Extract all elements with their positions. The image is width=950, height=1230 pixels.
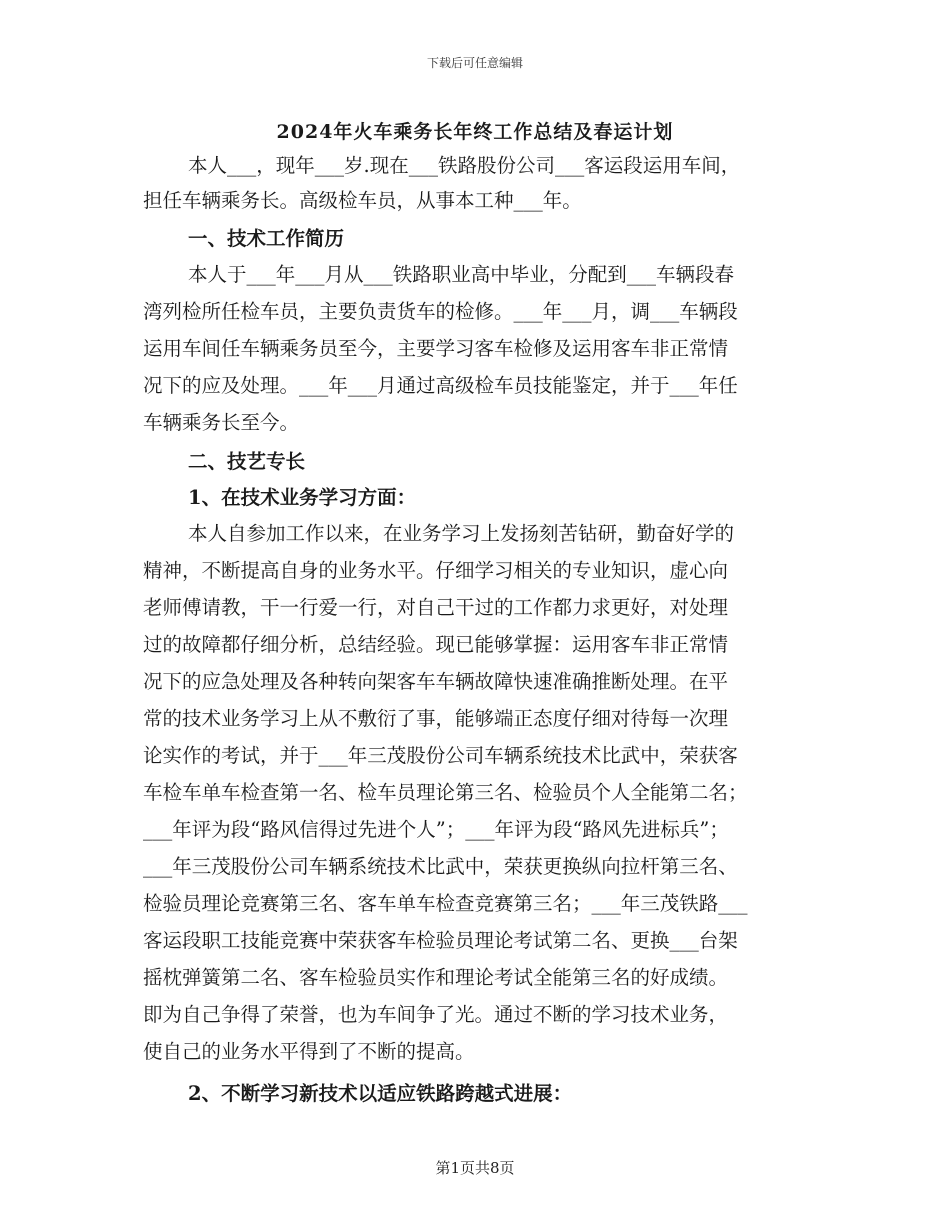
- subsection-heading: 2、不断学习新技术以适应铁路跨越式进展：: [188, 1082, 573, 1105]
- page-number-footer: 第1页共8页: [435, 1159, 515, 1177]
- paragraph-line: 即为自己争得了荣誉，也为车间争了光。通过不断的学习技术业务，: [143, 1003, 729, 1026]
- section-heading: 二、技艺专长: [188, 450, 306, 473]
- paragraph-line: 客运段职工技能竞赛中荣获客车检验员理论考试第二名、更换___台架: [143, 929, 738, 952]
- paragraph-line: 检验员理论竞赛第三名、客车单车检查竞赛第三名；___年三茂铁路___: [143, 892, 748, 915]
- header-note: 下载后可任意编辑: [426, 56, 523, 70]
- paragraph-line: 老师傅请教，干一行爱一行，对自己干过的工作都力求更好，对处理: [143, 596, 729, 619]
- paragraph-line: 摇枕弹簧第二名、客车检验员实作和理论考试全能第三名的好成绩。: [143, 966, 729, 989]
- paragraph-line: 况下的应及处理。___年___月通过高级检车员技能鉴定，并于___年任: [143, 374, 738, 397]
- paragraph-line: ___年评为段“路风信得过先进个人”；___年评为段“路风先进标兵”；: [143, 818, 729, 841]
- paragraph-line: 本人于___年___月从___铁路职业高中毕业，分配到___车辆段春: [188, 263, 735, 286]
- paragraph-line: 车辆乘务长至今。: [143, 411, 300, 434]
- paragraph-line: 车检车单车检查第一名、检车员理论第三名、检验员个人全能第二名；: [143, 781, 748, 804]
- paragraph-line: 担任车辆乘务长。高级检车员，从事本工种___年。: [143, 189, 582, 212]
- paragraph-line: 常的技术业务学习上从不敷衍了事，能够端正态度仔细对待每一次理: [143, 707, 729, 730]
- paragraph-line: ___年三茂股份公司车辆系统技术比武中，荣获更换纵向拉杆第三名、: [143, 855, 738, 878]
- paragraph-line: 运用车间任车辆乘务员至今，主要学习客车检修及运用客车非正常情: [143, 337, 729, 360]
- paragraph-line: 使自己的业务水平得到了不断的提高。: [143, 1040, 475, 1063]
- paragraph-line: 本人自参加工作以来，在业务学习上发扬刻苦钻研，勤奋好学的: [188, 522, 735, 545]
- document-title: 2024年火车乘务长年终工作总结及春运计划: [276, 121, 674, 143]
- paragraph-line: 本人___，现年___岁.现在___铁路股份公司___客运段运用车间，: [188, 154, 741, 177]
- subsection-heading: 1、在技术业务学习方面：: [188, 486, 417, 509]
- paragraph-line: 湾列检所任检车员，主要负责货车的检修。___年___月，调___车辆段: [143, 300, 738, 323]
- paragraph-line: 过的故障都仔细分析，总结经验。现已能够掌握：运用客车非正常情: [143, 633, 729, 656]
- paragraph-line: 精神，不断提高自身的业务水平。仔细学习相关的专业知识，虚心向: [143, 559, 729, 582]
- paragraph-line: 况下的应急处理及各种转向架客车车辆故障快速准确推断处理。在平: [143, 670, 729, 693]
- section-heading: 一、技术工作简历: [188, 227, 345, 250]
- paragraph-line: 论实作的考试，并于___年三茂股份公司车辆系统技术比武中，荣获客: [143, 744, 738, 767]
